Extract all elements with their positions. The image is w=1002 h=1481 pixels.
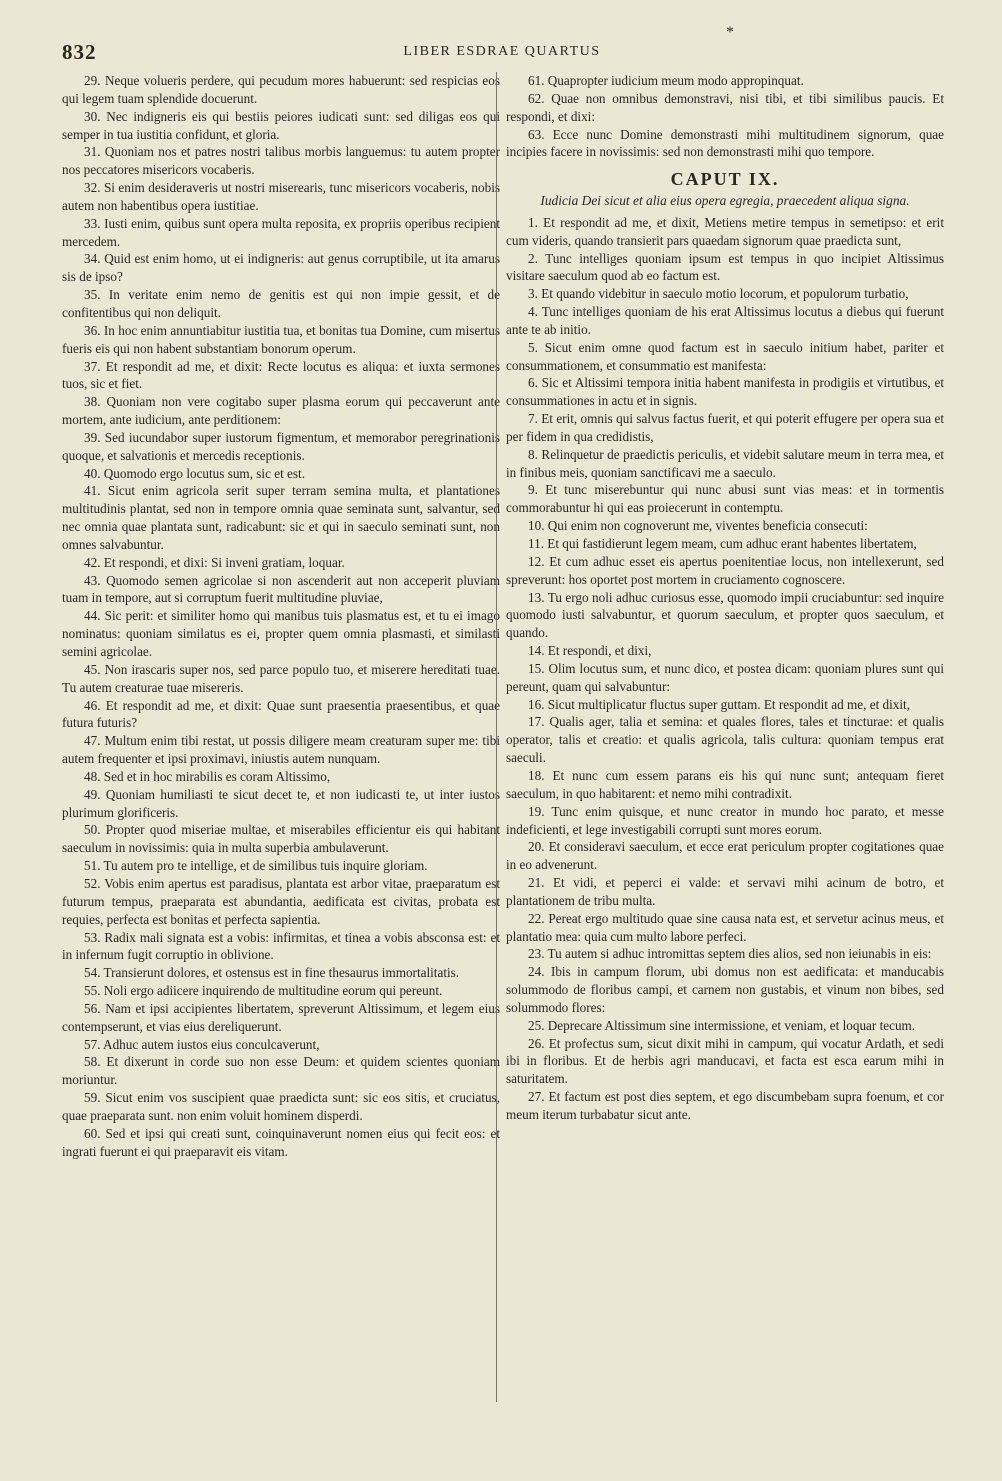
verse: 59. Sicut enim vos suscipient quae praedicta sunt: sic eos sitis, et cruciatus, quae praeparata sunt. non enim voluit hominem disperdi. [62,1090,500,1123]
verse: 32. Si enim desideraveris ut nostri miserearis, tunc misericors vocaberis, nobis autem non habentibus opera iustitiae. [62,180,500,213]
verse: 49. Quoniam humiliasti te sicut decet te, et non iudicasti te, ut inter iustos plurimum glorificeris. [62,786,500,820]
verse: 9. Et tunc miserebuntur qui nunc abusi sunt vias meas: et in tormentis commorabuntur hi qui eas proiecerunt in contemptu. [506,482,944,516]
verse: 56. Nam et ipsi accipientes libertatem, spreverunt Altissimum, et legem eius contempserunt, et vias eius dereliquerunt. [62,1000,500,1034]
verse: 35. In veritate enim nemo de genitis est qui non impie gessit, et de confitentibus qui non deliquit. [62,287,500,320]
verse: 36. In hoc enim annuntiabitur iustitia tua, et bonitas tua Domine, cum misertus fueris eis qui non habent substantiam bonorum operum. [62,322,500,356]
verse: 37. Et respondit ad me, et dixit: Recte locutus es aliqua: et iuxta sermones tuos, sic et fiet. [62,358,500,392]
verse: 42. Et respondi, et dixi: Si inveni gratiam, loquar. [84,554,345,570]
verse: 57. Adhuc autem iustos eius conculcaverunt, [84,1036,320,1052]
verse: 51. Tu autem pro te intellige, et de similibus tuis inquire gloriam. [84,858,428,874]
right-column-verses-bottom [506,214,944,1124]
page-number: 832 [62,40,97,64]
verse: 14. Et respondi, et dixi, [528,643,652,659]
verse: 2. Tunc intelliges quoniam ipsum est tempus in quo incipiet Altissimus visitare saeculum quod ab eo factum est. [506,250,944,284]
verse: 58. Et dixerunt in corde suo non esse Deum: et quidem scientes quoniam moriuntur. [62,1054,500,1088]
verse: 5. Sicut enim omne quod factum est in saeculo initium habet, pariter et consummationem, et consummatio est manifesta: [506,339,944,373]
verse: 60. Sed et ipsi qui creati sunt, coinquinaverunt nomen eius qui fecit eos: et ingrati fuerunt ei qui praeparavit eis vitam. [62,1125,500,1159]
verse: 1. Et respondit ad me, et dixit, Metiens metire tempus in semetipso: et erit cum videris, quando transierit pars quaedam signorum quae praedicta sunt, [506,214,944,248]
right-column-verses-top [506,72,944,161]
verse: 45. Non irascaris super nos, sed parce populo tuo, et miserere hereditati tuae. Tu autem creaturae tuae misereris. [62,661,500,695]
chapter-summary: Iudicia Dei sicut et alia eius opera egregia, praecedent aliqua signa. [540,193,910,209]
verse: 43. Quomodo semen agricolae si non ascenderit aut non acceperit pluviam tuam in tempore, aut si corruptum fuerit multitudine pluviae, [62,572,500,606]
verse: 16. Sicut multiplicatur fluctus super guttam. Et respondit ad me, et dixit, [528,696,911,712]
verse: 3. Et quando videbitur in saeculo motio locorum, et populorum turbatio, [528,286,909,302]
verse: 4. Tunc intelliges quoniam de his erat Altissimus locutus a diebus qui fuerunt ante te ab initio. [506,304,944,337]
verse: 41. Sicut enim agricola serit super terram semina multa, et plantationes multitudinis plantat, sed non in tempore omnia quae seminata sunt, salvantur, sed nec omnia quae plantata sunt, radicabunt: sic et qui in saeculo seminati sunt, non omnes salvabuntur. [62,483,500,552]
verse: 10. Qui enim non cognoverunt me, viventes beneficia consecuti: [528,518,868,534]
verse: 34. Quid est enim homo, ut ei indigneris: aut genus corruptibile, ut ita amarus sis de ipso? [62,251,500,285]
verse: 27. Et factum est post dies septem, et ego discumbebam supra foenum, et cor meum iterum turbabatur sicut ante. [506,1089,944,1122]
verse: 47. Multum enim tibi restat, ut possis diligere meam creaturam super me: tibi autem frequenter et ipsi proximavi, iniustis autem nunquam. [62,733,500,767]
verse: 63. Ecce nunc Domine demonstrasti mihi multitudinem signorum, quae incipies facere in novissimis: sed non demonstrasti mihi quo tempore. [506,126,944,160]
verse: 38. Quoniam non vere cogitabo super plasma eorum qui peccaverunt ante mortem, ante iudicium, ante perditionem: [62,394,500,428]
verse: 8. Relinquetur de praedictis periculis, et videbit salutare meum in terra mea, et in finibus meis, quoniam sanctificavi me a saeculo. [506,446,944,480]
verse: 13. Tu ergo noli adhuc curiosus esse, quomodo impii cruciabuntur: sed inquire quomodo iusti salvabuntur, et quorum saeculum, et propter quos saeculum, et quando. [506,589,944,641]
verse: 17. Qualis ager, talia et semina: et quales flores, tales et tincturae: et qualis operator, talis et creatio: et qualis agricola, talis cultura: quoniam tempus erat saeculi. [506,714,944,766]
signature-mark: * [726,24,734,41]
verse: 31. Quoniam nos et patres nostri talibus morbis languemus: tu autem propter nos peccatores misericors vocaberis. [62,144,500,178]
verse: 46. Et respondit ad me, et dixit: Quae sunt praesentia praesentibus, et quae futura futuris? [62,697,500,731]
verse: 21. Et vidi, et peperci ei valde: et servavi mihi acinum de botro, et plantationem de tribu multa. [506,875,944,908]
verse: 19. Tunc enim quisque, et nunc creator in mundo hoc parato, et messe indeficienti, et lege investigabili corrupti sunt mores eorum. [506,803,944,837]
running-title: LIBER ESDRAE QUARTUS [403,44,601,59]
verse: 48. Sed et in hoc mirabilis es coram Altissimo, [84,768,331,784]
verse: 62. Quae non omnibus demonstravi, nisi tibi, et tibi similibus paucis. Et respondi, et dixi: [506,90,944,124]
verse: 18. Et nunc cum essem parans eis his qui nunc sunt; antequam fieret saeculum, in quo habitarent: et nemo mihi contradixit. [506,767,944,801]
verse: 30. Nec indigneris eis qui bestiis peiores iudicati sunt: sed diligas eos qui semper in tua iustitia confidunt, et gloria. [62,108,500,142]
verse: 29. Neque volueris perdere, qui pecudum mores habuerunt: sed respicias eos qui legem tuam splendide docuerunt. [62,73,500,106]
verse: 40. Quomodo ergo locutus sum, sic et est. [84,465,305,481]
verse: 15. Olim locutus sum, et nunc dico, et postea dicam: quoniam plures sunt qui pereunt, quam qui salvabuntur: [506,660,944,694]
verse: 61. Quapropter iudicium meum modo appropinquat. [528,73,804,88]
verse: 44. Sic perit: et similiter homo qui manibus tuis plasmatus est, et tu ei imago nominatus: quoniam similatus es ei, propter quem omnia plasmasti, et similasti semini agricolae. [62,608,500,659]
verse: 6. Sic et Altissimi tempora initia habent manifesta in prodigiis et virtutibus, et consummationes in actu et in signis. [506,375,944,409]
verse: 53. Radix mali signata est a vobis: infirmitas, et tinea a vobis absconsa est: et in infernum fugit corruptio in oblivione. [62,929,500,963]
right-column [506,72,944,1124]
page-header [62,24,942,70]
verse: 11. Et qui fastidierunt legem meam, cum adhuc erant habentes libertatem, [528,536,917,551]
verse: 54. Transierunt dolores, et ostensus est in fine thesaurus immortalitatis. [84,965,460,981]
verse: 20. Et consideravi saeculum, et ecce erat periculum propter cogitationes quae in eo advenerunt. [506,839,944,873]
verse: 22. Pereat ergo multitudo quae sine causa nata est, et servetur acinus meus, et plantatio mea: quia cum multo labore perfeci. [506,910,944,944]
verse: 23. Tu autem si adhuc intromittas septem dies alios, sed non ieiunabis in eis: [528,946,932,962]
verse: 7. Et erit, omnis qui salvus factus fuerit, et qui poterit effugere per opera sua et per fidem in qua credidistis, [506,411,944,444]
verse: 33. Iusti enim, quibus sunt opera multa reposita, ex propriis operibus recipient mercedem. [62,215,500,249]
left-column [62,72,500,1160]
verse: 24. Ibis in campum florum, ubi domus non est aedificata: et manducabis solummodo de floribus campi, et carnem non gustabis, et vinum non bibes, sed solummodo flores: [506,964,944,1015]
chapter-title: CAPUT IX. [670,169,780,190]
verse: 25. Deprecare Altissimum sine intermissione, et veniam, et loquar tecum. [528,1017,916,1033]
verse: 39. Sed iucundabor super iustorum figmentum, et memorabor peregrinationis quoque, et salvationis et mercedis receptionis. [62,429,500,463]
verse: 55. Noli ergo adiicere inquirendo de multitudine eorum qui pereunt. [84,983,443,999]
verse: 12. Et cum adhuc esset eis apertus poenitentiae locus, non intellexerunt, sed spreverunt: hos oportet post mortem in cruciamento cognoscere. [506,553,944,587]
verse: 50. Propter quod miseriae multae, et miserabiles efficientur eis qui habitant saeculum in novissimis: quia in multa superbia ambulaverunt. [62,822,500,856]
verse: 26. Et profectus sum, sicut dixit mihi in campum, qui vocatur Ardath, et sedi ibi in floribus. Et de herbis agri manducavi, et facta est esca earum mihi in saturitatem. [506,1035,944,1087]
column-divider [496,72,497,1402]
verse: 52. Vobis enim apertus est paradisus, plantata est arbor vitae, praeparatum est futurum tempus, praeparata est abundantia, aedificata est civitas, probata est requies, perfecta est bonitas et perfecta sapientia. [62,875,500,927]
